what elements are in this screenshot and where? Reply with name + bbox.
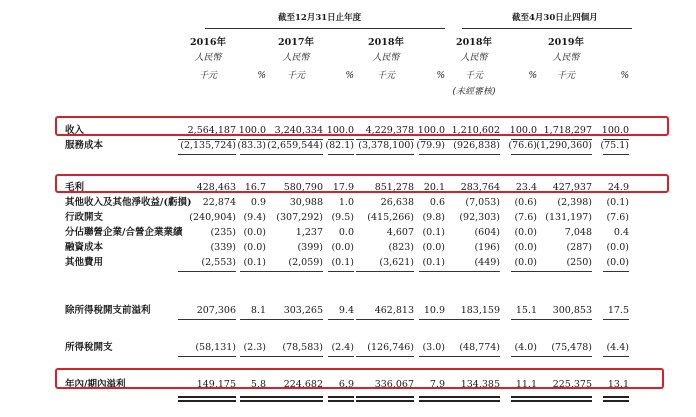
column-year: 2018年 bbox=[456, 37, 492, 48]
rule-below-pretax bbox=[328, 319, 354, 320]
row-amount-cell: (250) bbox=[566, 257, 592, 268]
rule-below-expenses bbox=[265, 271, 323, 272]
rule-below-pretax bbox=[534, 319, 592, 320]
double-underline bbox=[240, 396, 266, 398]
row-amount-cell: (131,197) bbox=[545, 212, 592, 223]
row-percent-cell: (0.1) bbox=[422, 227, 445, 238]
rule-below-tax bbox=[534, 356, 592, 357]
row-percent-cell: 100.0 bbox=[326, 125, 354, 136]
row-amount-cell: 134,385 bbox=[460, 379, 500, 390]
row-amount-cell: (287) bbox=[566, 242, 592, 253]
row-amount-cell: (3,621) bbox=[379, 257, 414, 268]
row-percent-cell: 16.7 bbox=[244, 182, 266, 193]
row-label: 其他收入及其他淨收益/(虧損) bbox=[65, 197, 192, 208]
rule-below-pretax bbox=[240, 319, 266, 320]
rule-above-cost bbox=[328, 139, 354, 140]
highlight-box-gross-profit bbox=[55, 174, 669, 193]
row-amount-cell: (2,553) bbox=[201, 257, 236, 268]
row-percent-cell: 100.0 bbox=[417, 125, 445, 136]
rule-below-expenses bbox=[178, 271, 236, 272]
row-percent-cell: 20.1 bbox=[423, 182, 445, 193]
column-note: (未經審核) bbox=[452, 87, 496, 97]
column-currency: 人民幣 bbox=[282, 53, 310, 63]
rule-below-tax bbox=[356, 356, 414, 357]
row-percent-cell: (4.4) bbox=[606, 342, 629, 353]
row-percent-cell: (0.0) bbox=[514, 242, 537, 253]
row-percent-cell: (3.0) bbox=[422, 342, 445, 353]
row-percent-cell: (83.3) bbox=[237, 140, 266, 151]
row-percent-cell: (0.1) bbox=[331, 257, 354, 268]
double-underline bbox=[178, 400, 236, 402]
row-percent-cell: (4.0) bbox=[514, 342, 537, 353]
row-amount-cell: 283,764 bbox=[460, 182, 500, 193]
row-amount-cell: (92,303) bbox=[459, 212, 500, 223]
row-percent-cell: (82.1) bbox=[325, 140, 354, 151]
column-unit: 千元 bbox=[286, 71, 305, 81]
row-percent-cell: 0.0 bbox=[338, 227, 354, 238]
row-label: 除所得稅開支前溢利 bbox=[65, 305, 151, 316]
row-amount-cell: (48,774) bbox=[459, 342, 500, 353]
row-amount-cell: 30,988 bbox=[289, 197, 323, 208]
row-percent-cell: 8.1 bbox=[250, 305, 266, 316]
row-percent-cell: (0.0) bbox=[243, 242, 266, 253]
double-underline bbox=[442, 400, 500, 402]
column-unit: 千元 bbox=[376, 71, 395, 81]
column-currency: 人民幣 bbox=[372, 53, 400, 63]
column-unit: 千元 bbox=[556, 71, 575, 81]
rule-below-tax bbox=[328, 356, 354, 357]
rule-above-cost bbox=[442, 139, 500, 140]
row-amount-cell: 336,067 bbox=[374, 379, 414, 390]
row-percent-cell: (0.1) bbox=[422, 257, 445, 268]
rule-above-cost bbox=[603, 139, 629, 140]
column-unit: 千元 bbox=[198, 71, 217, 81]
row-amount-cell: 4,607 bbox=[386, 227, 414, 238]
column-currency: 人民幣 bbox=[194, 53, 222, 63]
row-label: 年內/期內溢利 bbox=[65, 379, 126, 390]
row-percent-cell: (7.6) bbox=[514, 212, 537, 223]
rule-below-cost bbox=[240, 154, 266, 155]
double-underline bbox=[265, 396, 323, 398]
row-amount-cell: 1,718,297 bbox=[543, 125, 592, 136]
row-label: 其他費用 bbox=[65, 257, 104, 268]
row-percent-cell: 7.9 bbox=[429, 379, 445, 390]
row-percent-cell: 17.5 bbox=[607, 305, 629, 316]
row-percent-cell: (2.4) bbox=[331, 342, 354, 353]
row-percent-cell: (0.0) bbox=[606, 257, 629, 268]
row-percent-cell: (79.9) bbox=[416, 140, 445, 151]
rule-below-tax bbox=[603, 356, 629, 357]
rule-below-tax bbox=[265, 356, 323, 357]
rule-below-expenses bbox=[328, 271, 354, 272]
row-label: 毛利 bbox=[65, 182, 85, 193]
row-amount-cell: 1,237 bbox=[295, 227, 323, 238]
row-percent-cell: 17.9 bbox=[332, 182, 354, 193]
rule-below-expenses bbox=[603, 271, 629, 272]
row-label: 服務成本 bbox=[65, 140, 104, 151]
row-amount-cell: 1,210,602 bbox=[451, 125, 500, 136]
row-amount-cell: 149,175 bbox=[196, 379, 236, 390]
row-amount-cell: (2,659,544) bbox=[267, 140, 323, 151]
row-percent-cell: 24.9 bbox=[607, 182, 629, 193]
row-amount-cell: 225,375 bbox=[552, 379, 592, 390]
double-underline bbox=[534, 400, 592, 402]
column-year: 2018年 bbox=[368, 37, 404, 48]
header-rule-4m bbox=[462, 28, 632, 29]
column-percent: % bbox=[620, 71, 629, 81]
row-percent-cell: (9.4) bbox=[243, 212, 266, 223]
row-amount-cell: (3,378,100) bbox=[358, 140, 414, 151]
double-underline bbox=[328, 400, 354, 402]
row-amount-cell: (1,290,360) bbox=[536, 140, 592, 151]
rule-above-cost bbox=[178, 139, 236, 140]
rule-below-cost bbox=[603, 154, 629, 155]
row-amount-cell: (7,053) bbox=[465, 197, 500, 208]
double-underline bbox=[178, 396, 236, 398]
column-currency: 人民幣 bbox=[552, 53, 580, 63]
rule-above-cost bbox=[265, 139, 323, 140]
row-amount-cell: (126,746) bbox=[367, 342, 414, 353]
header-fiscal-year-group: 截至12月31日止年度 bbox=[278, 13, 362, 23]
highlight-box-revenue bbox=[55, 116, 669, 136]
column-currency: 人民幣 bbox=[460, 53, 488, 63]
row-percent-cell: 0.4 bbox=[613, 227, 629, 238]
row-amount-cell: 428,463 bbox=[196, 182, 236, 193]
row-amount-cell: (449) bbox=[474, 257, 500, 268]
double-underline bbox=[442, 396, 500, 398]
row-percent-cell: (9.8) bbox=[422, 212, 445, 223]
row-amount-cell: (399) bbox=[297, 242, 323, 253]
row-percent-cell: (0.0) bbox=[422, 242, 445, 253]
rule-below-expenses bbox=[534, 271, 592, 272]
column-year: 2017年 bbox=[278, 37, 314, 48]
row-amount-cell: 4,229,378 bbox=[365, 125, 414, 136]
row-percent-cell: 1.0 bbox=[338, 197, 354, 208]
row-label: 分佔聯營企業/合營企業業績 bbox=[65, 227, 183, 238]
row-percent-cell: (76.6) bbox=[508, 140, 537, 151]
row-percent-cell: 0.6 bbox=[429, 197, 445, 208]
row-amount-cell: 207,306 bbox=[196, 305, 236, 316]
rule-below-pretax bbox=[442, 319, 500, 320]
row-percent-cell: (75.1) bbox=[600, 140, 629, 151]
column-year: 2019年 bbox=[548, 37, 584, 48]
row-amount-cell: 851,278 bbox=[374, 182, 414, 193]
row-percent-cell: 5.8 bbox=[250, 379, 266, 390]
double-underline bbox=[356, 396, 414, 398]
row-percent-cell: (0.0) bbox=[514, 227, 537, 238]
row-percent-cell: (0.0) bbox=[606, 242, 629, 253]
row-amount-cell: (307,292) bbox=[276, 212, 323, 223]
rule-below-tax bbox=[240, 356, 266, 357]
row-amount-cell: (604) bbox=[474, 227, 500, 238]
row-amount-cell: 300,853 bbox=[552, 305, 592, 316]
row-percent-cell: (7.6) bbox=[606, 212, 629, 223]
row-label: 融資成本 bbox=[65, 242, 104, 253]
rule-below-cost bbox=[328, 154, 354, 155]
header-four-month-group: 截至4月30日止四個月 bbox=[512, 13, 598, 23]
double-underline bbox=[265, 400, 323, 402]
rule-below-cost bbox=[356, 154, 414, 155]
rule-above-cost bbox=[534, 139, 592, 140]
rule-below-pretax bbox=[356, 319, 414, 320]
row-amount-cell: (823) bbox=[388, 242, 414, 253]
row-percent-cell: 100.0 bbox=[601, 125, 629, 136]
rule-below-expenses bbox=[356, 271, 414, 272]
row-amount-cell: (415,266) bbox=[367, 212, 414, 223]
header-rule-fy bbox=[205, 28, 445, 29]
double-underline bbox=[603, 400, 629, 402]
row-percent-cell: 100.0 bbox=[238, 125, 266, 136]
row-percent-cell: (0.1) bbox=[243, 257, 266, 268]
row-amount-cell: 303,265 bbox=[283, 305, 323, 316]
row-amount-cell: (2,135,724) bbox=[180, 140, 236, 151]
row-amount-cell: 580,790 bbox=[283, 182, 323, 193]
row-percent-cell: 0.9 bbox=[250, 197, 266, 208]
row-amount-cell: (339) bbox=[210, 242, 236, 253]
rule-below-cost bbox=[178, 154, 236, 155]
row-percent-cell: 6.9 bbox=[338, 379, 354, 390]
row-amount-cell: 3,240,334 bbox=[274, 125, 323, 136]
row-label: 行政開支 bbox=[65, 212, 104, 223]
row-percent-cell: (0.0) bbox=[514, 257, 537, 268]
rule-below-cost bbox=[442, 154, 500, 155]
highlight-box-profit-for-period bbox=[55, 368, 664, 389]
row-label: 所得稅開支 bbox=[65, 342, 113, 353]
rule-above-cost bbox=[356, 139, 414, 140]
row-amount-cell: 2,564,187 bbox=[187, 125, 236, 136]
rule-below-expenses bbox=[240, 271, 266, 272]
rule-below-pretax bbox=[265, 319, 323, 320]
double-underline bbox=[356, 400, 414, 402]
rule-below-pretax bbox=[603, 319, 629, 320]
row-amount-cell: 462,813 bbox=[374, 305, 414, 316]
rule-below-tax bbox=[442, 356, 500, 357]
row-amount-cell: (2,398) bbox=[557, 197, 592, 208]
column-year: 2016年 bbox=[190, 37, 226, 48]
row-label: 收入 bbox=[65, 125, 85, 136]
row-percent-cell: (0.1) bbox=[606, 197, 629, 208]
row-percent-cell: 9.4 bbox=[338, 305, 354, 316]
row-percent-cell: 13.1 bbox=[607, 379, 629, 390]
row-percent-cell: 15.1 bbox=[515, 305, 537, 316]
column-percent: % bbox=[436, 71, 445, 81]
row-amount-cell: (926,838) bbox=[453, 140, 500, 151]
rule-above-cost bbox=[240, 139, 266, 140]
row-percent-cell: (2.3) bbox=[243, 342, 266, 353]
row-percent-cell: (0.0) bbox=[243, 227, 266, 238]
row-percent-cell: 100.0 bbox=[509, 125, 537, 136]
column-percent: % bbox=[345, 71, 354, 81]
row-amount-cell: (240,904) bbox=[189, 212, 236, 223]
column-percent: % bbox=[257, 71, 266, 81]
row-amount-cell: (58,131) bbox=[195, 342, 236, 353]
rule-below-cost bbox=[265, 154, 323, 155]
column-unit: 千元 bbox=[464, 71, 483, 81]
row-percent-cell: (0.6) bbox=[514, 197, 537, 208]
double-underline bbox=[328, 396, 354, 398]
row-amount-cell: (235) bbox=[210, 227, 236, 238]
double-underline bbox=[603, 396, 629, 398]
row-amount-cell: (196) bbox=[474, 242, 500, 253]
rule-below-cost bbox=[534, 154, 592, 155]
row-percent-cell: 11.1 bbox=[515, 379, 537, 390]
row-percent-cell: 10.9 bbox=[423, 305, 445, 316]
row-amount-cell: 26,638 bbox=[380, 197, 414, 208]
row-amount-cell: 224,682 bbox=[283, 379, 323, 390]
row-amount-cell: 427,937 bbox=[552, 182, 592, 193]
row-amount-cell: (75,478) bbox=[551, 342, 592, 353]
rule-below-pretax bbox=[178, 319, 236, 320]
row-percent-cell: (9.5) bbox=[331, 212, 354, 223]
rule-below-expenses bbox=[442, 271, 500, 272]
row-amount-cell: 7,048 bbox=[564, 227, 592, 238]
double-underline bbox=[240, 400, 266, 402]
row-amount-cell: (2,059) bbox=[288, 257, 323, 268]
column-percent: % bbox=[528, 71, 537, 81]
row-percent-cell: (0.0) bbox=[331, 242, 354, 253]
row-percent-cell: 23.4 bbox=[515, 182, 537, 193]
double-underline bbox=[534, 396, 592, 398]
row-amount-cell: 22,874 bbox=[202, 197, 236, 208]
row-amount-cell: (78,583) bbox=[282, 342, 323, 353]
rule-below-tax bbox=[178, 356, 236, 357]
row-amount-cell: 183,159 bbox=[460, 305, 500, 316]
